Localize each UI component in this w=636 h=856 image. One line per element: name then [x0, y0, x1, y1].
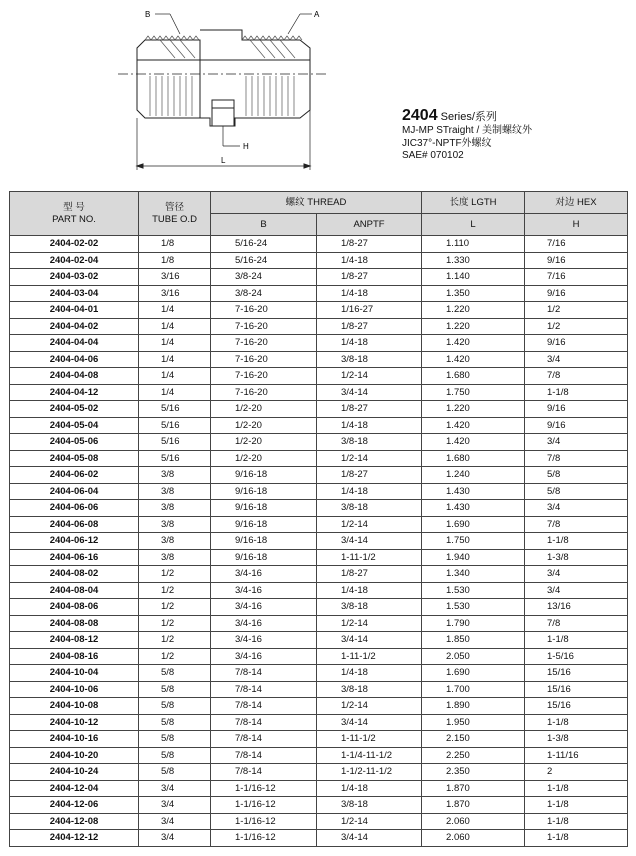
part-no-cell: 2404-04-06: [10, 351, 139, 368]
hex-cell: 3/4: [525, 434, 628, 451]
tube-od-cell: 5/16: [139, 417, 211, 434]
thread-b-cell: 1-1/16-12: [211, 830, 317, 847]
header-h: H: [525, 214, 628, 236]
tube-od-cell: 5/8: [139, 747, 211, 764]
thread-anptf-cell: 3/4-14: [317, 714, 422, 731]
tube-od-cell: 1/2: [139, 648, 211, 665]
label-l: L: [221, 156, 226, 165]
length-cell: 1.680: [422, 368, 525, 385]
thread-anptf-cell: 1-1/2-11-1/2: [317, 764, 422, 781]
part-no-cell: 2404-10-24: [10, 764, 139, 781]
length-cell: 1.340: [422, 566, 525, 583]
tube-od-cell: 3/8: [139, 500, 211, 517]
hex-cell: 1-1/8: [525, 797, 628, 814]
part-no-cell: 2404-10-08: [10, 698, 139, 715]
table-row: [10, 533, 628, 550]
part-no-cell: 2404-06-08: [10, 516, 139, 533]
part-no-cell: 2404-10-20: [10, 747, 139, 764]
hex-cell: 9/16: [525, 335, 628, 352]
thread-anptf-cell: 3/8-18: [317, 797, 422, 814]
label-h: H: [243, 142, 249, 151]
thread-b-cell: 1-1/16-12: [211, 813, 317, 830]
header-length: 长度 LGTH: [422, 192, 525, 214]
length-cell: 1.530: [422, 599, 525, 616]
hex-cell: 7/8: [525, 368, 628, 385]
thread-b-cell: 9/16-18: [211, 500, 317, 517]
table-row: [10, 830, 628, 847]
tube-od-cell: 1/4: [139, 302, 211, 319]
table-row: [10, 698, 628, 715]
table-row: [10, 285, 628, 302]
thread-b-cell: 3/4-16: [211, 566, 317, 583]
table-row: [10, 269, 628, 286]
hex-cell: 7/8: [525, 615, 628, 632]
tube-od-cell: 3/8: [139, 483, 211, 500]
part-no-cell: 2404-06-06: [10, 500, 139, 517]
thread-anptf-cell: 1/8-27: [317, 401, 422, 418]
thread-b-cell: 3/4-16: [211, 582, 317, 599]
hex-cell: 7/16: [525, 269, 628, 286]
tube-od-cell: 3/8: [139, 467, 211, 484]
thread-anptf-cell: 3/4-14: [317, 632, 422, 649]
hex-cell: 5/8: [525, 467, 628, 484]
length-cell: 1.140: [422, 269, 525, 286]
thread-anptf-cell: 1-11-1/2: [317, 731, 422, 748]
hex-cell: 9/16: [525, 401, 628, 418]
tube-od-cell: 5/8: [139, 698, 211, 715]
hex-cell: 2: [525, 764, 628, 781]
length-cell: 2.050: [422, 648, 525, 665]
header-b: B: [211, 214, 317, 236]
label-b: B: [145, 10, 151, 19]
length-cell: 1.110: [422, 236, 525, 253]
hex-cell: 9/16: [525, 417, 628, 434]
hex-cell: 1-1/8: [525, 533, 628, 550]
tube-od-cell: 1/2: [139, 582, 211, 599]
thread-b-cell: 1/2-20: [211, 401, 317, 418]
length-cell: 1.220: [422, 318, 525, 335]
thread-anptf-cell: 3/8-18: [317, 434, 422, 451]
tube-od-cell: 1/2: [139, 566, 211, 583]
thread-anptf-cell: 3/8-18: [317, 500, 422, 517]
hex-cell: 13/16: [525, 599, 628, 616]
table-row: [10, 731, 628, 748]
table-row: [10, 368, 628, 385]
thread-anptf-cell: 3/4-14: [317, 384, 422, 401]
tube-od-cell: 5/8: [139, 731, 211, 748]
thread-anptf-cell: 1/4-18: [317, 417, 422, 434]
thread-anptf-cell: 1/16-27: [317, 302, 422, 319]
part-no-cell: 2404-10-06: [10, 681, 139, 698]
header-tube-od: [139, 192, 211, 236]
part-no-cell: 2404-04-04: [10, 335, 139, 352]
part-no-cell: 2404-06-16: [10, 549, 139, 566]
thread-b-cell: 3/4-16: [211, 632, 317, 649]
thread-anptf-cell: 1/2-14: [317, 615, 422, 632]
hex-cell: 1-1/8: [525, 632, 628, 649]
thread-anptf-cell: 1/8-27: [317, 269, 422, 286]
tube-od-cell: 1/4: [139, 384, 211, 401]
hex-cell: 1-3/8: [525, 549, 628, 566]
header-l: L: [422, 214, 525, 236]
table-row: [10, 450, 628, 467]
part-no-cell: 2404-08-16: [10, 648, 139, 665]
table-row: [10, 714, 628, 731]
part-no-cell: 2404-02-02: [10, 236, 139, 253]
thread-b-cell: 1/2-20: [211, 434, 317, 451]
part-no-cell: 2404-06-02: [10, 467, 139, 484]
thread-anptf-cell: 1/4-18: [317, 483, 422, 500]
thread-anptf-cell: 1-1/4-11-1/2: [317, 747, 422, 764]
thread-b-cell: 7/8-14: [211, 665, 317, 682]
thread-b-cell: 3/4-16: [211, 599, 317, 616]
table-row: [10, 351, 628, 368]
part-no-cell: 2404-08-04: [10, 582, 139, 599]
table-row: [10, 549, 628, 566]
table-row: [10, 582, 628, 599]
thread-anptf-cell: 1/2-14: [317, 368, 422, 385]
hex-cell: 7/8: [525, 516, 628, 533]
length-cell: 1.420: [422, 335, 525, 352]
hex-cell: 3/4: [525, 500, 628, 517]
thread-b-cell: 5/16-24: [211, 236, 317, 253]
length-cell: 1.420: [422, 417, 525, 434]
hex-cell: 1-11/16: [525, 747, 628, 764]
spec-table: [9, 191, 628, 847]
part-no-cell: 2404-12-08: [10, 813, 139, 830]
thread-b-cell: 1/2-20: [211, 450, 317, 467]
part-no-cell: 2404-05-06: [10, 434, 139, 451]
thread-anptf-cell: 1-11-1/2: [317, 549, 422, 566]
part-no-cell: 2404-10-04: [10, 665, 139, 682]
thread-b-cell: 5/16-24: [211, 252, 317, 269]
part-no-cell: 2404-05-04: [10, 417, 139, 434]
hex-cell: 1-5/16: [525, 648, 628, 665]
header-part-cn: 型 号: [63, 201, 85, 213]
thread-anptf-cell: 1/2-14: [317, 516, 422, 533]
table-row: [10, 516, 628, 533]
thread-b-cell: 7/8-14: [211, 747, 317, 764]
tube-od-cell: 1/4: [139, 318, 211, 335]
length-cell: 2.060: [422, 813, 525, 830]
hex-cell: 1-1/8: [525, 714, 628, 731]
table-row: [10, 648, 628, 665]
length-cell: 2.060: [422, 830, 525, 847]
length-cell: 1.850: [422, 632, 525, 649]
thread-anptf-cell: 1-11-1/2: [317, 648, 422, 665]
tube-od-cell: 3/16: [139, 269, 211, 286]
length-cell: 1.420: [422, 434, 525, 451]
tube-od-cell: 1/2: [139, 599, 211, 616]
hex-cell: 7/8: [525, 450, 628, 467]
thread-anptf-cell: 1/8-27: [317, 467, 422, 484]
table-row: [10, 384, 628, 401]
thread-b-cell: 7/8-14: [211, 731, 317, 748]
part-no-cell: 2404-04-12: [10, 384, 139, 401]
thread-anptf-cell: 1/8-27: [317, 566, 422, 583]
thread-anptf-cell: 3/4-14: [317, 533, 422, 550]
series-text: Series/系列: [437, 111, 497, 123]
table-row: [10, 665, 628, 682]
type-description: MJ-MP STraight / 美制螺纹外: [402, 125, 533, 136]
thread-anptf-cell: 1/4-18: [317, 285, 422, 302]
thread-anptf-cell: 3/8-18: [317, 681, 422, 698]
hex-cell: 3/4: [525, 582, 628, 599]
tube-od-cell: 3/8: [139, 549, 211, 566]
thread-b-cell: 7-16-20: [211, 318, 317, 335]
header-thread: 螺纹 THREAD: [211, 192, 422, 214]
thread-b-cell: 1/2-20: [211, 417, 317, 434]
thread-b-cell: 7-16-20: [211, 351, 317, 368]
length-cell: 1.940: [422, 549, 525, 566]
length-cell: 1.700: [422, 681, 525, 698]
thread-b-cell: 7/8-14: [211, 681, 317, 698]
tube-od-cell: 3/4: [139, 830, 211, 847]
hex-cell: 5/8: [525, 483, 628, 500]
tube-od-cell: 1/8: [139, 236, 211, 253]
series-heading: [402, 108, 632, 125]
part-no-cell: 2404-08-12: [10, 632, 139, 649]
tube-od-cell: 1/4: [139, 351, 211, 368]
tube-od-cell: 5/8: [139, 681, 211, 698]
hex-cell: 1/2: [525, 302, 628, 319]
thread-b-cell: 1-1/16-12: [211, 797, 317, 814]
table-row: [10, 566, 628, 583]
hex-cell: 1-1/8: [525, 813, 628, 830]
tube-od-cell: 1/4: [139, 368, 211, 385]
part-no-cell: 2404-04-02: [10, 318, 139, 335]
part-no-cell: 2404-10-12: [10, 714, 139, 731]
part-no-cell: 2404-06-04: [10, 483, 139, 500]
length-cell: 1.530: [422, 582, 525, 599]
thread-anptf-cell: 1/4-18: [317, 335, 422, 352]
tube-od-cell: 3/4: [139, 780, 211, 797]
length-cell: 1.890: [422, 698, 525, 715]
length-cell: 1.790: [422, 615, 525, 632]
length-cell: 1.430: [422, 483, 525, 500]
thread-b-cell: 7-16-20: [211, 335, 317, 352]
table-row: [10, 434, 628, 451]
table-row: [10, 681, 628, 698]
part-no-cell: 2404-05-08: [10, 450, 139, 467]
thread-b-cell: 7-16-20: [211, 384, 317, 401]
thread-anptf-cell: 1/4-18: [317, 582, 422, 599]
thread-b-cell: 3/4-16: [211, 648, 317, 665]
thread-b-cell: 9/16-18: [211, 516, 317, 533]
hex-cell: 1-1/8: [525, 780, 628, 797]
thread-anptf-cell: 3/8-18: [317, 599, 422, 616]
table-row: [10, 417, 628, 434]
table-row: [10, 599, 628, 616]
thread-anptf-cell: 1/8-27: [317, 318, 422, 335]
header-tube-en: TUBE O.D: [152, 213, 197, 225]
length-cell: 2.150: [422, 731, 525, 748]
length-cell: 1.870: [422, 780, 525, 797]
part-no-cell: 2404-12-06: [10, 797, 139, 814]
length-cell: 1.220: [422, 401, 525, 418]
hex-cell: 15/16: [525, 698, 628, 715]
thread-b-cell: 3/4-16: [211, 615, 317, 632]
length-cell: 1.330: [422, 252, 525, 269]
table-row: [10, 500, 628, 517]
length-cell: 1.430: [422, 500, 525, 517]
length-cell: 2.250: [422, 747, 525, 764]
fitting-drawing: [100, 0, 360, 178]
thread-anptf-cell: 1/2-14: [317, 450, 422, 467]
header-part-no: [10, 192, 139, 236]
thread-b-cell: 9/16-18: [211, 533, 317, 550]
thread-anptf-cell: 3/8-18: [317, 351, 422, 368]
series-number: 2404: [402, 107, 438, 124]
length-cell: 1.680: [422, 450, 525, 467]
thread-b-cell: 3/8-24: [211, 285, 317, 302]
tube-od-cell: 5/8: [139, 764, 211, 781]
tube-od-cell: 1/2: [139, 632, 211, 649]
tube-od-cell: 1/2: [139, 615, 211, 632]
table-row: [10, 615, 628, 632]
table-row: [10, 302, 628, 319]
hex-cell: 7/16: [525, 236, 628, 253]
length-cell: 1.350: [422, 285, 525, 302]
hex-cell: 1-1/8: [525, 830, 628, 847]
thread-b-cell: 7/8-14: [211, 764, 317, 781]
table-row: [10, 483, 628, 500]
table-row: [10, 252, 628, 269]
tube-od-cell: 5/8: [139, 665, 211, 682]
table-row: [10, 318, 628, 335]
length-cell: 1.420: [422, 351, 525, 368]
header-hex: 对边 HEX: [525, 192, 628, 214]
length-cell: 1.870: [422, 797, 525, 814]
tube-od-cell: 3/4: [139, 813, 211, 830]
length-cell: 1.690: [422, 665, 525, 682]
length-cell: 2.350: [422, 764, 525, 781]
hex-cell: 15/16: [525, 665, 628, 682]
table-body: [10, 236, 628, 847]
part-no-cell: 2404-03-02: [10, 269, 139, 286]
tube-od-cell: 1/4: [139, 335, 211, 352]
series-title-block: [402, 108, 632, 163]
table-row: [10, 764, 628, 781]
hex-cell: 1/2: [525, 318, 628, 335]
table-row: [10, 467, 628, 484]
thread-anptf-cell: 1/4-18: [317, 780, 422, 797]
part-no-cell: 2404-06-12: [10, 533, 139, 550]
thread-anptf-cell: 1/2-14: [317, 698, 422, 715]
hex-cell: 9/16: [525, 285, 628, 302]
thread-anptf-cell: 1/4-18: [317, 665, 422, 682]
table-row: [10, 780, 628, 797]
part-no-cell: 2404-12-12: [10, 830, 139, 847]
thread-description: JIC37°-NPTF外螺纹: [402, 137, 492, 149]
tube-od-cell: 3/4: [139, 797, 211, 814]
thread-b-cell: 9/16-18: [211, 467, 317, 484]
length-cell: 1.220: [422, 302, 525, 319]
hex-cell: 9/16: [525, 252, 628, 269]
tube-od-cell: 5/16: [139, 450, 211, 467]
thread-b-cell: 9/16-18: [211, 549, 317, 566]
part-no-cell: 2404-12-04: [10, 780, 139, 797]
table-row: [10, 797, 628, 814]
part-no-cell: 2404-04-08: [10, 368, 139, 385]
table-row: [10, 335, 628, 352]
thread-anptf-cell: 3/4-14: [317, 830, 422, 847]
hex-cell: 1-3/8: [525, 731, 628, 748]
length-cell: 1.950: [422, 714, 525, 731]
thread-anptf-cell: 1/2-14: [317, 813, 422, 830]
tube-od-cell: 3/16: [139, 285, 211, 302]
length-cell: 1.750: [422, 384, 525, 401]
thread-b-cell: 7/8-14: [211, 714, 317, 731]
tube-od-cell: 5/8: [139, 714, 211, 731]
thread-b-cell: 1-1/16-12: [211, 780, 317, 797]
part-no-cell: 2404-08-08: [10, 615, 139, 632]
hex-cell: 15/16: [525, 681, 628, 698]
part-no-cell: 2404-02-04: [10, 252, 139, 269]
thread-b-cell: 7-16-20: [211, 302, 317, 319]
thread-b-cell: 7-16-20: [211, 368, 317, 385]
header-tube-cn: 管径: [164, 201, 184, 213]
tube-od-cell: 3/8: [139, 516, 211, 533]
thread-b-cell: 9/16-18: [211, 483, 317, 500]
label-a: A: [314, 10, 320, 19]
table-row: [10, 813, 628, 830]
header-part-en: PART NO.: [52, 213, 96, 225]
tube-od-cell: 5/16: [139, 401, 211, 418]
part-no-cell: 2404-10-16: [10, 731, 139, 748]
table-row: [10, 632, 628, 649]
part-no-cell: 2404-04-01: [10, 302, 139, 319]
part-no-cell: 2404-08-06: [10, 599, 139, 616]
sae-number: SAE# 070102: [402, 150, 464, 161]
tube-od-cell: 5/16: [139, 434, 211, 451]
length-cell: 1.240: [422, 467, 525, 484]
table-row: [10, 401, 628, 418]
length-cell: 1.750: [422, 533, 525, 550]
part-no-cell: 2404-08-02: [10, 566, 139, 583]
tube-od-cell: 1/8: [139, 252, 211, 269]
part-no-cell: 2404-05-02: [10, 401, 139, 418]
table-row: [10, 236, 628, 253]
table-row: [10, 747, 628, 764]
hex-cell: 3/4: [525, 351, 628, 368]
hex-cell: 1-1/8: [525, 384, 628, 401]
hex-cell: 3/4: [525, 566, 628, 583]
thread-b-cell: 3/8-24: [211, 269, 317, 286]
thread-b-cell: 7/8-14: [211, 698, 317, 715]
thread-anptf-cell: 1/8-27: [317, 236, 422, 253]
part-no-cell: 2404-03-04: [10, 285, 139, 302]
header-anptf: ANPTF: [317, 214, 422, 236]
tube-od-cell: 3/8: [139, 533, 211, 550]
length-cell: 1.690: [422, 516, 525, 533]
thread-anptf-cell: 1/4-18: [317, 252, 422, 269]
